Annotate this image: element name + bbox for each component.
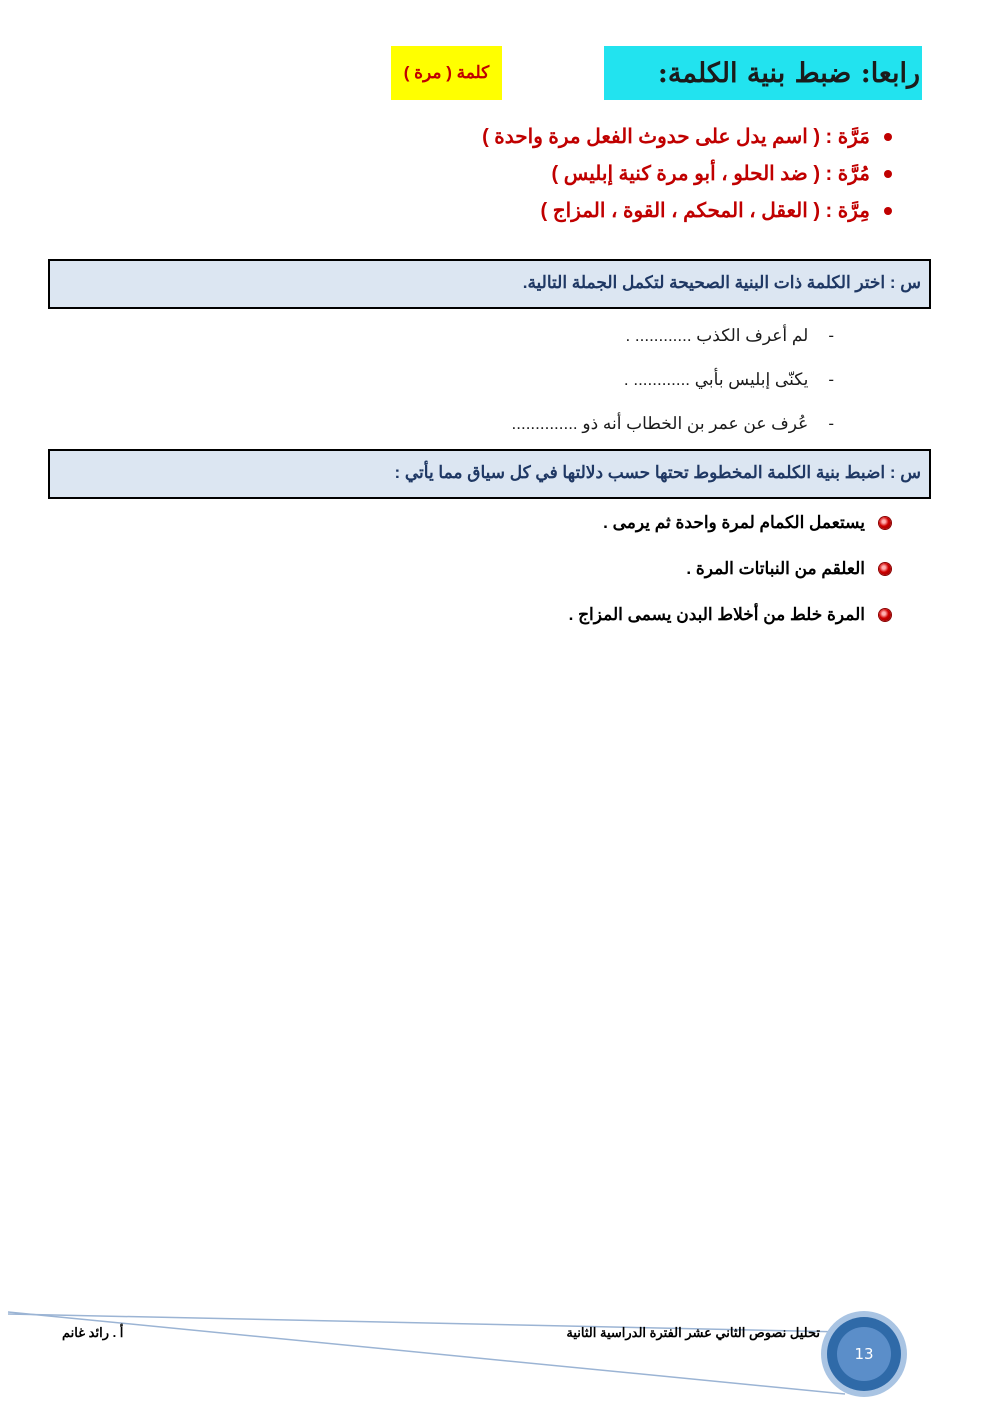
definition-item: [292, 192, 892, 229]
fill-in-text: لم أعرف الكذب ............ .: [625, 326, 809, 345]
dash-marker: -: [828, 326, 834, 345]
word-label: كلمة ( مرة ): [391, 46, 502, 100]
context-text: العلقم من النباتات المرة .: [686, 559, 865, 578]
red-bullet-icon: [879, 609, 891, 621]
section-title: رابعا: ضبط بنية الكلمة:: [604, 46, 922, 100]
fill-in-list: [274, 314, 834, 446]
fill-in-text: يكنّى إبليس بأبي ............ .: [623, 370, 809, 389]
bullet-dot-icon: [884, 170, 892, 178]
page-number-badge: [827, 1317, 901, 1391]
definition-text: مِرَّة : ( العقل ، المحكم ، القوة ، المزاج ): [540, 200, 870, 222]
context-text: المرة خلط من أخلاط البدن يسمى المزاج .: [568, 605, 865, 624]
definition-text: مُرَّة : ( ضد الحلو ، أبو مرة كنية إبليس ): [551, 163, 870, 185]
bullet-dot-icon: [884, 133, 892, 141]
context-list: [331, 500, 891, 638]
fill-in-item: [274, 358, 834, 402]
definition-item: [292, 155, 892, 192]
definitions-list: [292, 118, 892, 229]
context-item: [331, 500, 891, 546]
fill-in-text: عُرف عن عمر بن الخطاب أنه ذو ..............: [511, 414, 809, 433]
definition-item: [292, 118, 892, 155]
footer-author: أ . رائد غانم: [62, 1325, 124, 1340]
question-1-box: س : اختر الكلمة ذات البنية الصحيحة لتكمل الجملة التالية.: [48, 259, 931, 309]
red-bullet-icon: [879, 563, 891, 575]
bullet-dot-icon: [884, 207, 892, 215]
definition-text: مَرَّة : ( اسم يدل على حدوث الفعل مرة واحدة ): [482, 126, 870, 148]
dash-marker: -: [828, 414, 834, 433]
context-item: [331, 546, 891, 592]
red-bullet-icon: [879, 517, 891, 529]
fill-in-item: [274, 314, 834, 358]
dash-marker: -: [828, 370, 834, 389]
footer-title: تحليل نصوص الثاني عشر الفترة الدراسية الثانية: [566, 1325, 820, 1340]
question-2-box: س : اضبط بنية الكلمة المخطوط تحتها حسب دلالتها في كل سياق مما يأتي :: [48, 449, 931, 499]
page-number: 13: [837, 1327, 891, 1381]
context-text: يستعمل الكمام لمرة واحدة ثم يرمى .: [603, 513, 865, 532]
fill-in-item: [274, 402, 834, 446]
context-item: [331, 592, 891, 638]
